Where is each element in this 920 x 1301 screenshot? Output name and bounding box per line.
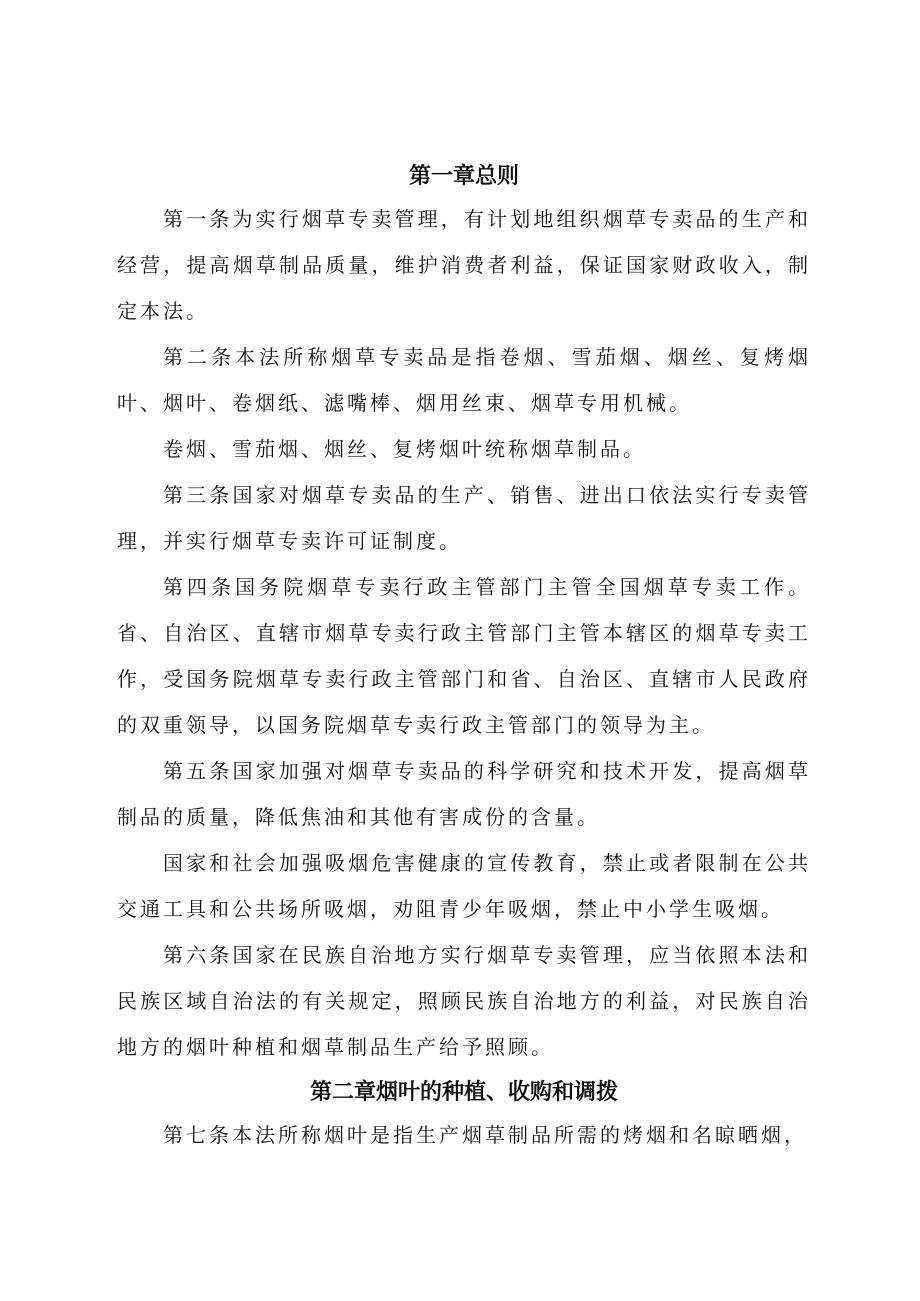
article-4-paragraph: 第四条国务院烟草专卖行政主管部门主管全国烟草专卖工作。省、自治区、直辖市烟草专卖行政主管部门主管本辖区的烟草专卖工作，受国务院烟草专卖行政主管部门和省、自治区、直辖市人民政府的双重领导，以国务院烟草专卖行政主管部门的领导为主。 <box>117 575 811 737</box>
article-5-paragraph: 第五条国家加强对烟草专卖品的科学研究和技术开发，提高烟草制品的质量，降低焦油和其他有害成份的含量。 <box>117 759 811 829</box>
article-5-continuation-paragraph: 国家和社会加强吸烟危害健康的宣传教育，禁止或者限制在公共交通工具和公共场所吸烟，劝阻青少年吸烟，禁止中小学生吸烟。 <box>117 851 811 921</box>
article-7-paragraph: 第七条本法所称烟叶是指生产烟草制品所需的烤烟和名晾晒烟， <box>163 1123 807 1147</box>
chapter-1-heading: 第一章总则 <box>408 164 519 189</box>
article-6-paragraph: 第六条国家在民族自治地方实行烟草专卖管理，应当依照本法和民族区域自治法的有关规定，照顾民族自治地方的利益，对民族自治地方的烟叶种植和烟草制品生产给予照顾。 <box>117 943 811 1059</box>
document-body <box>117 158 811 1158</box>
chapter-2-heading: 第二章烟叶的种植、收购和调拨 <box>309 1080 618 1105</box>
article-2-paragraph: 第二条本法所称烟草专卖品是指卷烟、雪茄烟、烟丝、复烤烟叶、烟叶、卷烟纸、滤嘴棒、烟用丝束、烟草专用机械。 <box>117 345 811 415</box>
article-1-paragraph: 第一条为实行烟草专卖管理，有计划地组织烟草专卖品的生产和经营，提高烟草制品质量，维护消费者利益，保证国家财政收入，制定本法。 <box>117 207 811 323</box>
article-3-paragraph: 第三条国家对烟草专卖品的生产、销售、进出口依法实行专卖管理，并实行烟草专卖许可证制度。 <box>117 483 811 553</box>
article-2-continuation-paragraph: 卷烟、雪茄烟、烟丝、复烤烟叶统称烟草制品。 <box>163 437 646 461</box>
